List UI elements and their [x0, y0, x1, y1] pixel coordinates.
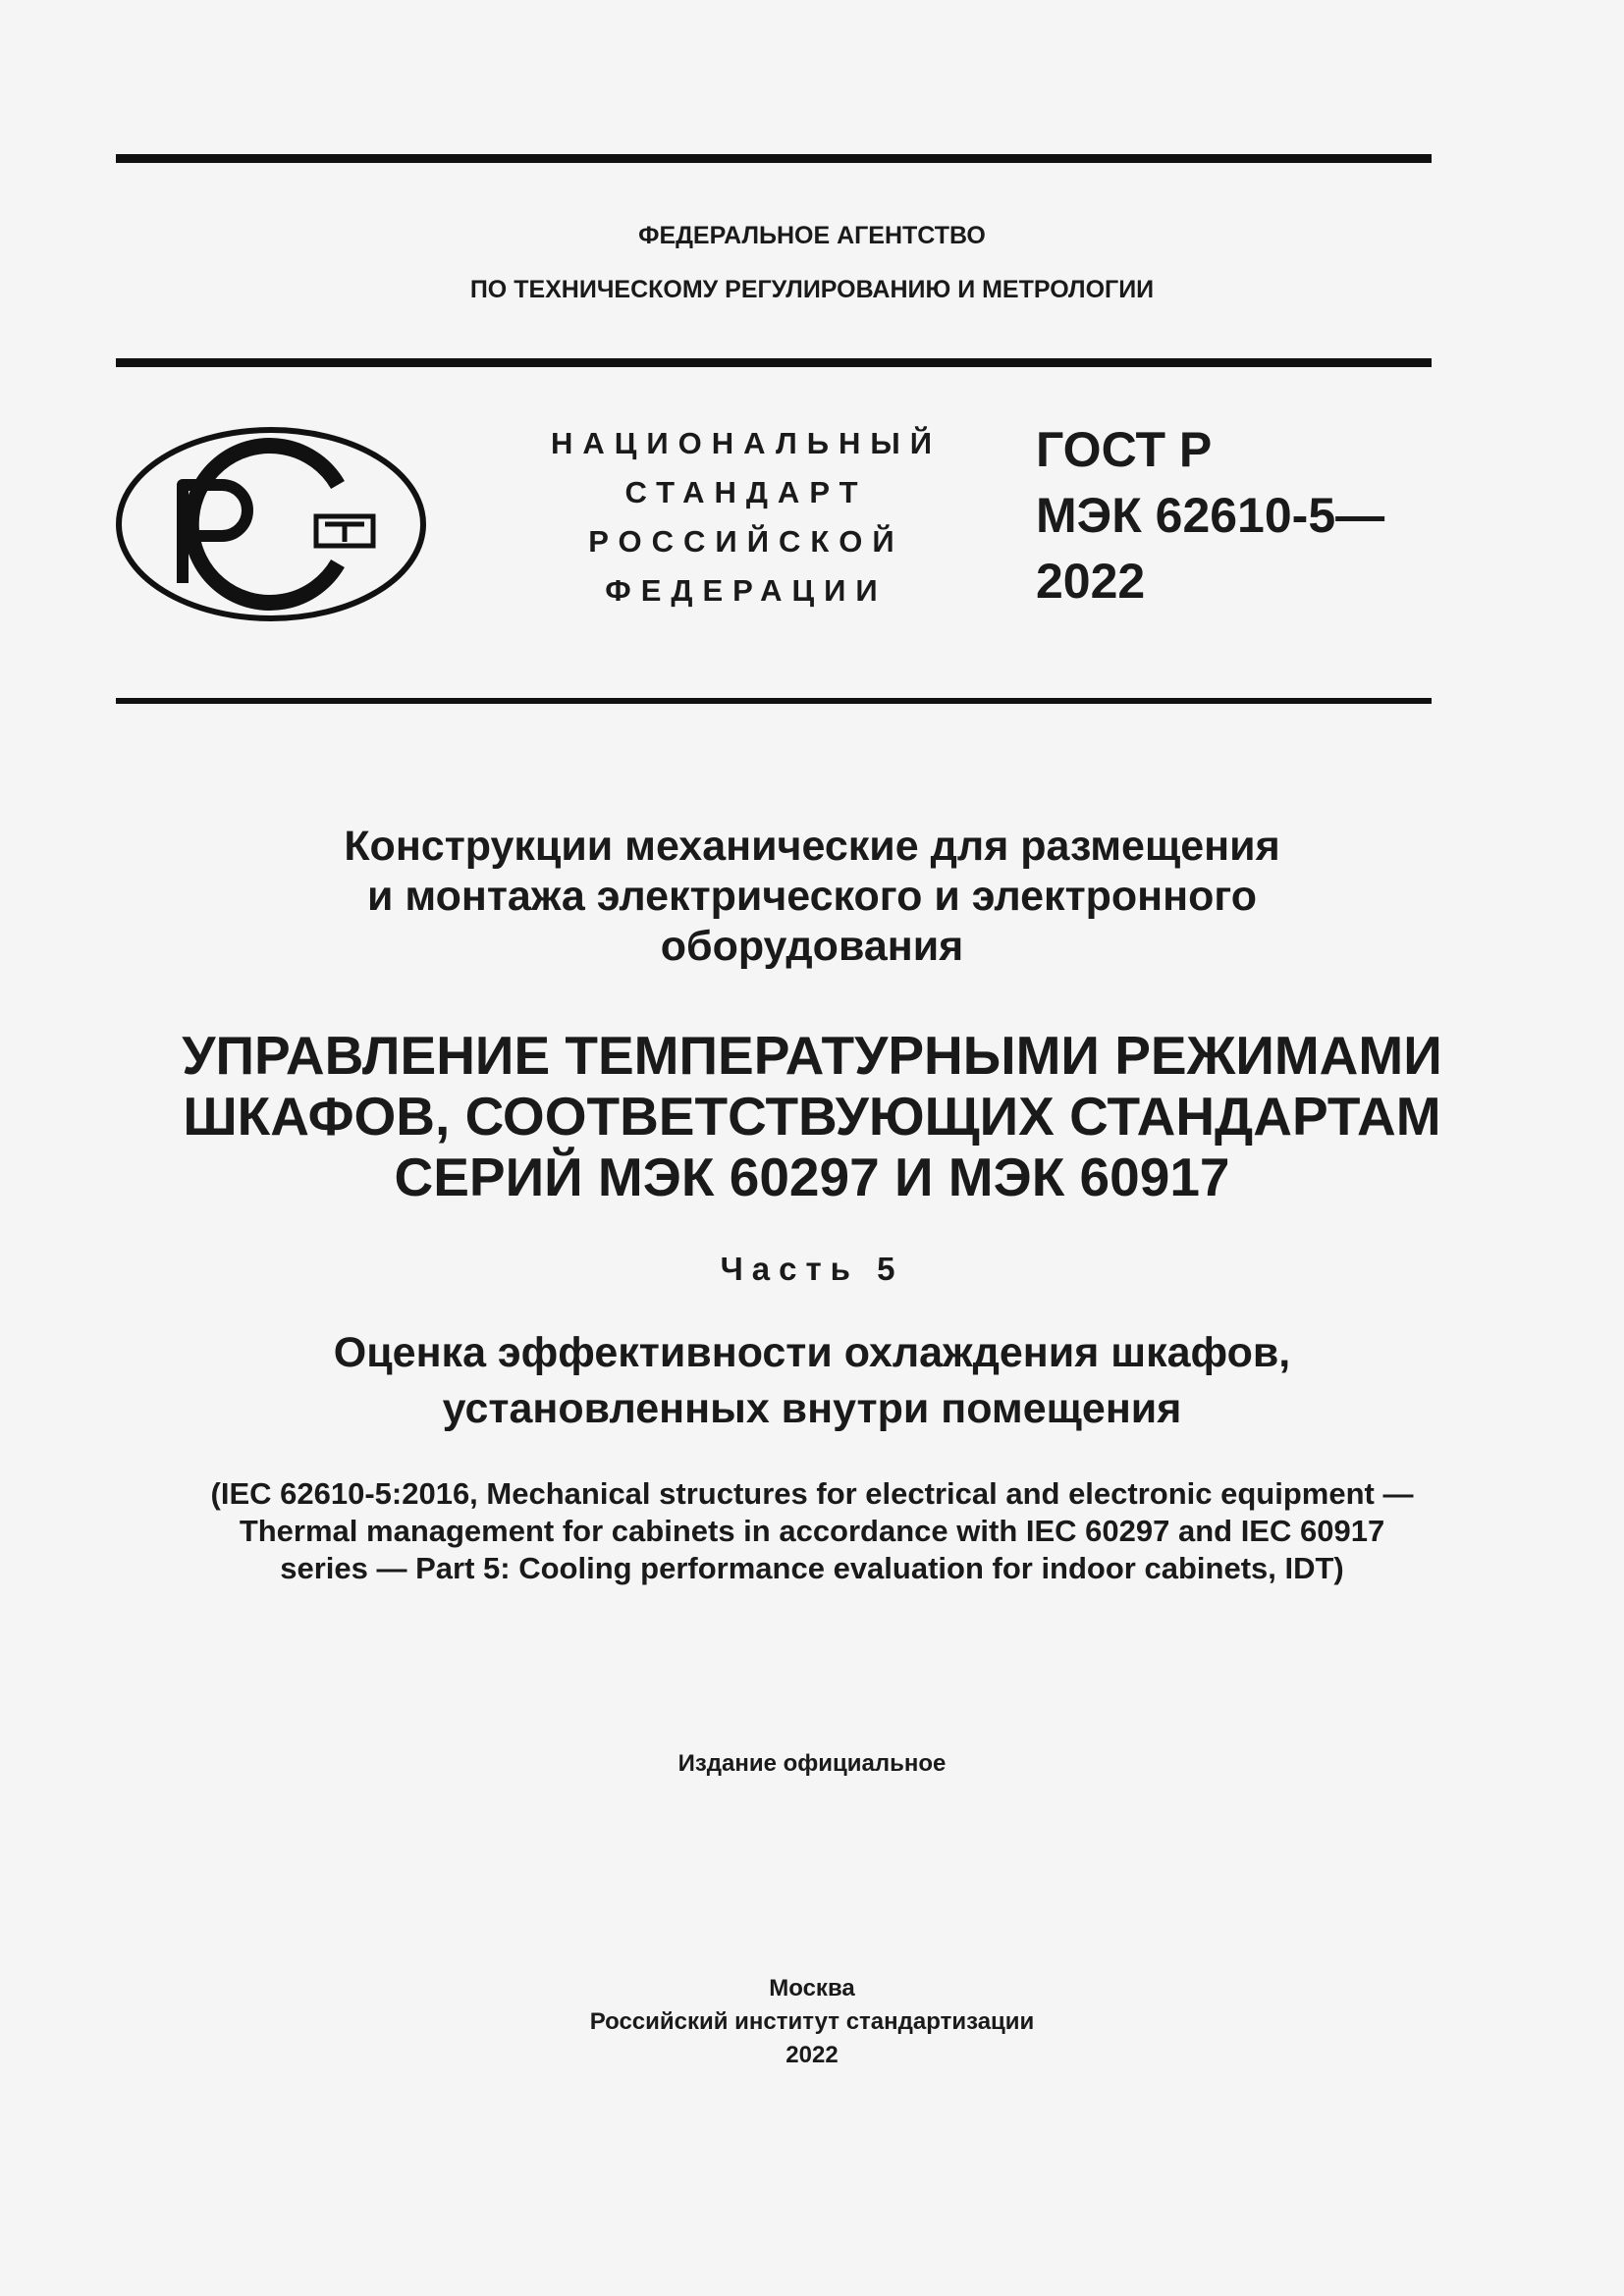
iec-reference [0, 1475, 1624, 1587]
agency-name-line-2: ПО ТЕХНИЧЕСКОМУ РЕГУЛИРОВАНИЮ И МЕТРОЛОГИИ [469, 276, 1155, 303]
national-standard-line: ФЕДЕРАЦИИ [605, 573, 888, 608]
imprint [0, 1972, 1624, 2072]
title-line: и монтажа электрического и электронного [367, 873, 1257, 920]
imprint-year: 2022 [785, 2042, 839, 2068]
edition-note: Издание официальное [677, 1750, 947, 1777]
document-title [0, 822, 1624, 972]
iec-reference-line: Thermal management for cabinets in accordance with IEC 60297 and IEC 60917 [239, 1514, 1385, 1548]
national-standard-line: НАЦИОНАЛЬНЫЙ [550, 426, 943, 460]
national-standard-line: СТАНДАРТ [624, 475, 868, 509]
imprint-publisher: Российский институт стандартизации [589, 2008, 1035, 2035]
agency-name-line-1: ФЕДЕРАЛЬНОЕ АГЕНТСТВО [638, 222, 986, 249]
part-title-line: установленных внутри помещения [442, 1385, 1182, 1432]
agency-rule [116, 358, 1432, 367]
top-rule [116, 154, 1432, 163]
iec-reference-line: series — Part 5: Cooling performance evaluation for indoor cabinets, IDT) [280, 1551, 1344, 1585]
imprint-city: Москва [769, 1975, 855, 2002]
title-line: оборудования [660, 923, 964, 970]
subtitle-line: УПРАВЛЕНИЕ ТЕМПЕРАТУРНЫМИ РЕЖИМАМИ [182, 1025, 1442, 1086]
designation-line: 2022 [1036, 554, 1146, 609]
national-standard-label [511, 419, 982, 615]
standard-designation [1036, 417, 1448, 614]
header-bottom-rule [116, 698, 1432, 704]
part-title-line: Оценка эффективности охлаждения шкафов, [333, 1329, 1291, 1376]
part-title [0, 1325, 1624, 1437]
document-subtitle [0, 1025, 1624, 1207]
rst-logo [114, 424, 428, 625]
national-standard-line: РОССИЙСКОЙ [588, 524, 904, 559]
designation-line: ГОСТ Р [1036, 422, 1213, 477]
subtitle-line: СЕРИЙ МЭК 60297 И МЭК 60917 [394, 1147, 1230, 1207]
part-number: Часть 5 [720, 1251, 904, 1287]
designation-line: МЭК 62610-5— [1036, 488, 1385, 543]
subtitle-line: ШКАФОВ, СООТВЕТСТВУЮЩИХ СТАНДАРТАМ [183, 1086, 1441, 1147]
title-line: Конструкции механические для размещения [344, 823, 1280, 870]
iec-reference-line: (IEC 62610-5:2016, Mechanical structures for electrical and electronic equipment — [210, 1476, 1414, 1511]
